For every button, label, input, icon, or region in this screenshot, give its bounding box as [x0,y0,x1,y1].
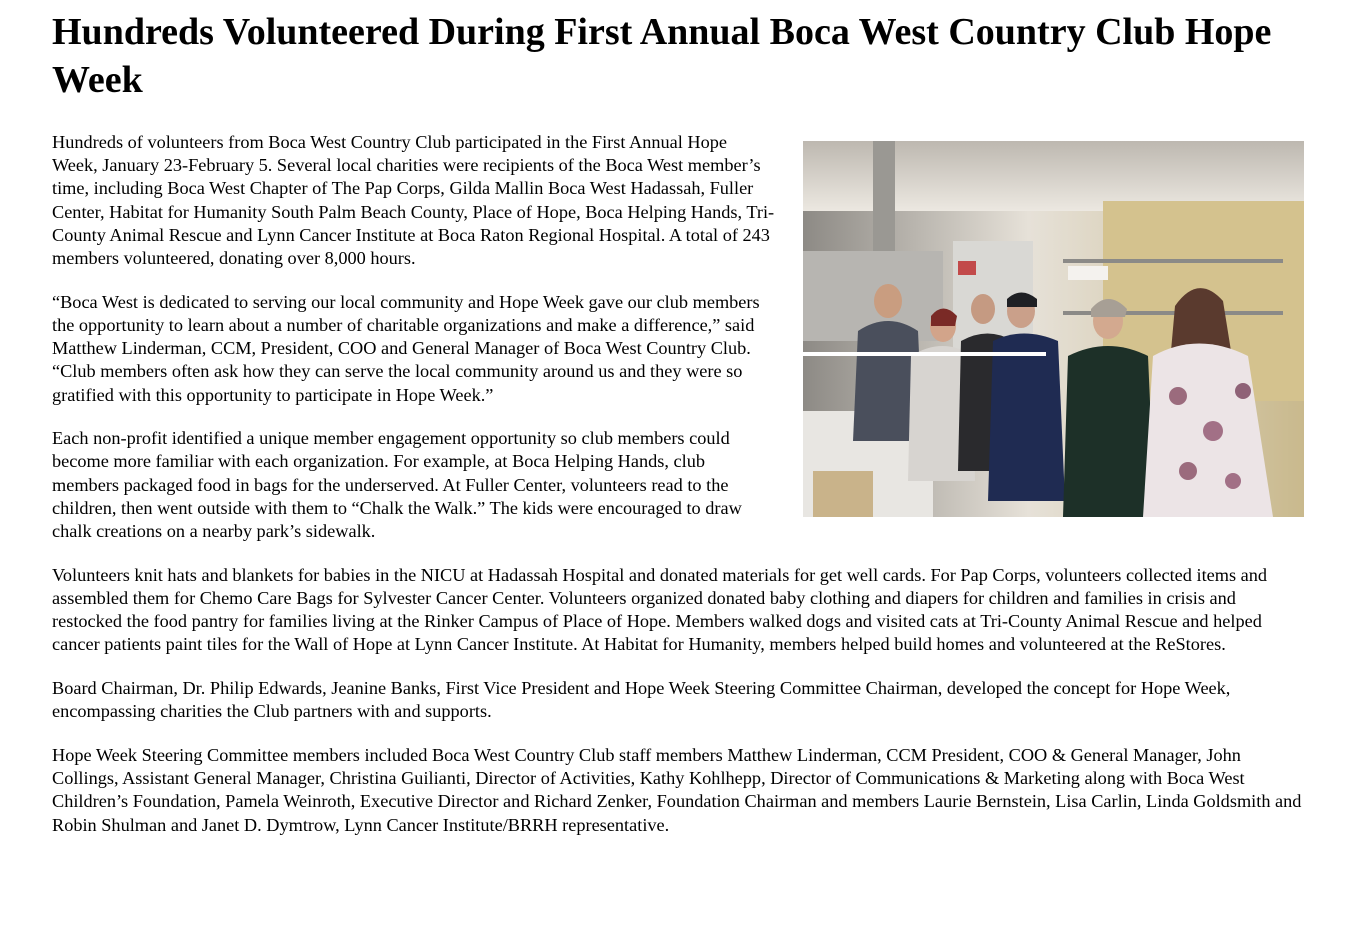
volunteers-group-photo [803,141,1304,517]
paragraph-activities: Volunteers knit hats and blankets for babies in the NICU at Hadassah Hospital and donated materials for get well cards. For Pap Corps, volunteers collected items and assembled them for Chemo Care Bags for Sylvester Cancer Center. Volunteers organized donated baby clothing and diapers for children and families in crisis and restocked the food pantry for families living at the Rinker Campus of Place of Hope. Members walked dogs and visited cats at Tri-County Animal Rescue and helped cancer patients paint tiles for the Wall of Hope at Lynn Cancer Institute. At Habitat for Humanity, members helped build homes and volunteered at the ReStores. [52,564,1268,655]
paragraph-intro: Hundreds of volunteers from Boca West Country Club participated in the First Annual Hope Week, January 23-February 5. Several local charities were recipients of the Boca West member’s time, including Boca West Chapter of The Pap Corps, Gilda Mallin Boca West Hadassah, Fuller Center, Habitat for Humanity South Palm Beach County, Place of Hope, Boca Helping Hands, Tri-County Animal Rescue and Lynn Cancer Institute at Boca Raton Regional Hospital. A total of 243 members volunteered, donating over 8,000 hours. [52,132,775,269]
paragraph-committee: Hope Week Steering Committee members included Boca West Country Club staff members Matthew Linderman, CCM President, COO & General Manager, John Collings, Assistant General Manager, Christina Guilianti, Director of Activities, Kathy Kohlhepp, Director of Communications & Marketing along with Boca West Children’s Foundation, Pamela Weinroth, Executive Director and Richard Zenker, Foundation Chairman and members Laurie Bernstein, Lisa Carlin, Linda Goldsmith and Robin Shulman and Janet D. Dymtrow, Lynn Cancer Institute/BRRH representative. [52,744,1302,835]
paragraph-concept: Board Chairman, Dr. Philip Edwards, Jeanine Banks, First Vice President and Hope Week Steering Committee Chairman, developed the concept for Hope Week, encompassing charities the Club partners with and supports. [52,678,1231,722]
paragraph-quote: “Boca West is dedicated to serving our local community and Hope Week gave our club members the opportunity to learn about a number of charitable organizations and make a difference,” said Matthew Linderman, CCM, President, COO and General Manager of Boca West Country Club. “Club members often ask how they can serve the local community around us and they were so gratified with this opportunity to participate in Hope Week.” [52,291,760,405]
article-body [52,131,1304,857]
divider-line [788,352,1046,356]
paragraph-non-profits: Each non-profit identified a unique member engagement opportunity so club members could become more familiar with each organization. For example, at Boca Helping Hands, club members packaged food in bags for the underserved. At Fuller Center, volunteers read to the children, then went outside with them to “Chalk the Walk.” The kids were encouraged to draw chalk creations on a nearby park’s sidewalk. [52,428,742,542]
article-title: Hundreds Volunteered During First Annual Boca West Country Club Hope Week [52,11,1272,101]
